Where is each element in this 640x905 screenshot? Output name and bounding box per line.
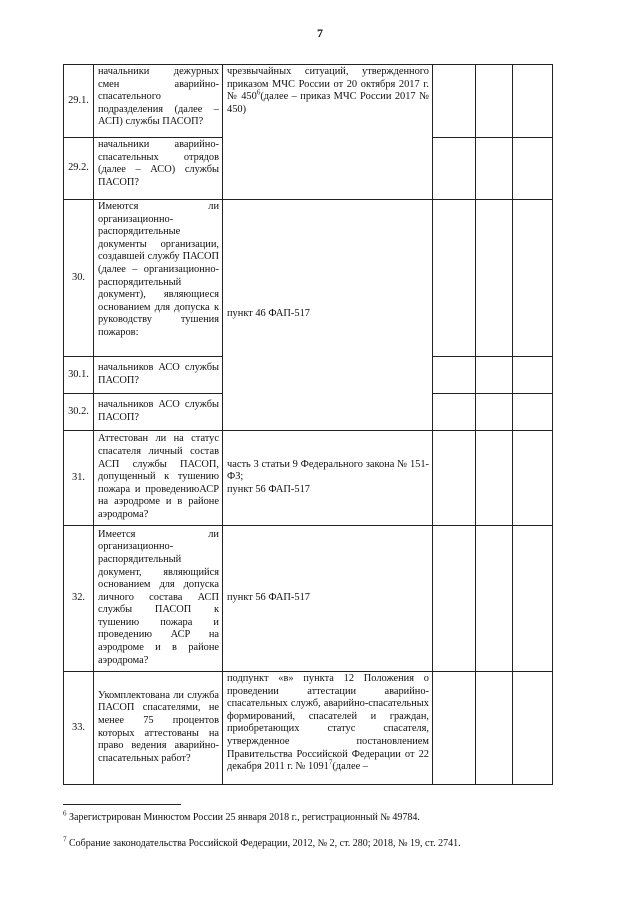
footnote-divider: [63, 804, 181, 805]
answer-no-cell: [476, 526, 513, 672]
reference-cell: часть 3 статьи 9 Федерального закона № 151-ФЗ; пункт 56 ФАП-517: [223, 431, 433, 526]
footnote: $^7$ Собрание законодательства Российской Федерации, 2012, № 2, ст. 280; 2018, № 19, ст. 2741.: [63, 835, 461, 849]
row-number: 32.: [64, 526, 94, 672]
table-row: [64, 672, 553, 785]
row-number: 29.2.: [64, 138, 94, 200]
answer-na-cell: [513, 138, 553, 200]
reference-cell: пункт 56 ФАП-517: [223, 526, 433, 672]
question-cell: начальники аварийно-спасательных отрядов (далее – АСО) службы ПАСОП?: [94, 138, 223, 200]
answer-yes-cell: [433, 394, 476, 431]
answer-no-cell: [476, 672, 513, 785]
reference-cell: пункт 46 ФАП-517: [223, 200, 433, 431]
answer-na-cell: [513, 526, 553, 672]
row-number: 33.: [64, 672, 94, 785]
answer-na-cell: [513, 65, 553, 138]
answer-na-cell: [513, 672, 553, 785]
answer-yes-cell: [433, 65, 476, 138]
row-number: 29.1.: [64, 65, 94, 138]
question-cell: Имеются ли организационно-распорядительные документы организации, создавшей службу ПАСОП (далее – организационно-распорядительный документ), являющиеся основанием для допуска к руководству тушения пожаров:: [94, 200, 223, 357]
answer-na-cell: [513, 200, 553, 357]
answer-yes-cell: [433, 672, 476, 785]
row-number: 31.: [64, 431, 94, 526]
footnote: $^6$ Зарегистрирован Минюстом России 25 января 2018 г., регистрационный № 49784.: [63, 809, 420, 823]
answer-yes-cell: [433, 357, 476, 394]
answer-no-cell: [476, 394, 513, 431]
answer-no-cell: [476, 431, 513, 526]
table-row: [64, 431, 553, 526]
checklist-table: [63, 64, 553, 785]
answer-no-cell: [476, 138, 513, 200]
reference-cell: подпункт «в» пункта 12 Положения о проведении аттестации аварийно-спасательных служб, аварийно-спасательных формирований, спасателей и граждан, приобретающих статус спасателя, утвержденное постановлением Правительства Российской Федерации от 22 декабря 2011 г. № 1091$^7$(далее –: [223, 672, 433, 785]
answer-yes-cell: [433, 200, 476, 357]
reference-cell: чрезвычайных ситуаций, утвержденного приказом МЧС России от 20 октября 2017 г. № $450^6(далее$ – приказ МЧС России 2017 № 450): [223, 65, 433, 200]
row-number: 30.1.: [64, 357, 94, 394]
answer-na-cell: [513, 394, 553, 431]
answer-na-cell: [513, 357, 553, 394]
table-row: [64, 200, 553, 357]
table-row: [64, 526, 553, 672]
page-number: 7: [317, 26, 323, 40]
question-cell: Имеется ли организационно-распорядительный документ, являющийся основанием для допуска личного состава АСП службы ПАСОП к тушению пожара и проведению АСР на аэродроме и в районе аэродрома?: [94, 526, 223, 672]
question-cell: начальников АСО службы ПАСОП?: [94, 357, 223, 394]
answer-no-cell: [476, 65, 513, 138]
row-number: 30.: [64, 200, 94, 357]
question-cell: Укомплектована ли служба ПАСОП спасателями, не менее 75 процентов которых аттестованы на право ведения аварийно-спасательных работ?: [94, 672, 223, 785]
question-cell: начальники дежурных смен аварийно-спасательного подразделения (далее – АСП) службы ПАСОП?: [94, 65, 223, 138]
table-row: [64, 65, 553, 138]
question-cell: начальников АСО службы ПАСОП?: [94, 394, 223, 431]
answer-yes-cell: [433, 138, 476, 200]
answer-na-cell: [513, 431, 553, 526]
row-number: 30.2.: [64, 394, 94, 431]
answer-yes-cell: [433, 526, 476, 672]
answer-no-cell: [476, 200, 513, 357]
question-cell: Аттестован ли на статус спасателя личный состав АСП службы ПАСОП, допущенный к тушению пожара и проведениюАСР на аэродроме и в районе аэродрома?: [94, 431, 223, 526]
answer-no-cell: [476, 357, 513, 394]
answer-yes-cell: [433, 431, 476, 526]
